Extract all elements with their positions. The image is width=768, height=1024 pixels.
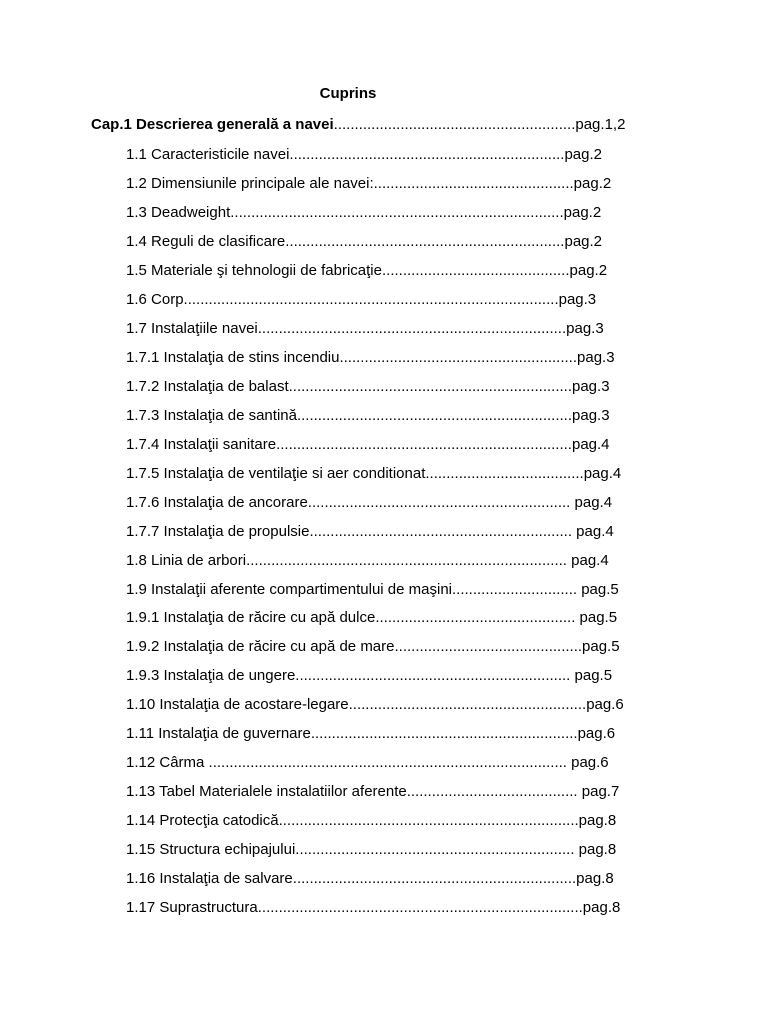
toc-entry-1-11: 1.11 Instalaţia de guvernare................................................................pag.6 [126, 725, 616, 742]
toc-entry-1-7-6: 1.7.6 Instalaţia de ancorare............................................................... pag.4 [126, 494, 613, 511]
toc-entry-1-7-2: 1.7.2 Instalaţia de balast....................................................................pag.3 [126, 378, 610, 395]
toc-entry-1-10: 1.10 Instalaţia de acostare-legare.........................................................pag.6 [126, 696, 624, 713]
toc-entry-1-17: 1.17 Suprastructura..............................................................................pag.8 [126, 899, 621, 916]
toc-entry-1-12: 1.12 Cârma ...................................................................................... pag.6 [126, 754, 609, 771]
toc-chapter-1 [91, 115, 625, 135]
toc-entry-1-2: 1.2 Dimensiunile principale ale navei:................................................pag.2 [126, 175, 612, 192]
toc-entry-1-9-1: 1.9.1 Instalaţia de răcire cu apă dulce................................................ pag.5 [126, 609, 618, 626]
toc-entry-1-7-7: 1.7.7 Instalaţia de propulsie............................................................... pag.4 [126, 523, 614, 540]
toc-entry-1-7-4: 1.7.4 Instalaţii sanitare.......................................................................pag.4 [126, 436, 610, 453]
toc-entry-1-4: 1.4 Reguli de clasificare...................................................................pag.2 [126, 233, 603, 250]
toc-chapter-heading: Cap.1 Descrierea generală a navei [91, 116, 334, 133]
toc-entry-1-3: 1.3 Deadweight................................................................................pag.2 [126, 204, 602, 221]
toc-entry-1-7-1: 1.7.1 Instalaţia de stins incendiu.........................................................pag.3 [126, 349, 615, 366]
toc-entry-1-1: 1.1 Caracteristicile navei..................................................................pag.2 [126, 146, 602, 163]
toc-title: Cuprins [319, 85, 377, 102]
toc-entry-1-9: 1.9 Instalaţii aferente compartimentului de maşini.............................. pag.5 [126, 581, 619, 598]
toc-entry-1-15: 1.15 Structura echipajului................................................................... pag.8 [126, 841, 617, 858]
toc-entry-1-7: 1.7 Instalaţiile navei..........................................................................pag.3 [126, 320, 604, 337]
toc-entry-1-8: 1.8 Linia de arbori............................................................................. pag.4 [126, 552, 609, 569]
toc-entry-1-9-3: 1.9.3 Instalaţia de ungere.................................................................. pag.5 [126, 667, 613, 684]
toc-entry-1-9-2: 1.9.2 Instalaţia de răcire cu apă de mare.............................................pag.5 [126, 638, 620, 655]
toc-entry-1-7-5: 1.7.5 Instalaţia de ventilaţie si aer conditionat......................................pag.4 [126, 465, 622, 482]
toc-entry-1-16: 1.16 Instalaţia de salvare....................................................................pag.8 [126, 870, 614, 887]
toc-chapter-page-ref: ..........................................................pag.1,2 [333, 116, 626, 133]
toc-entry-1-13: 1.13 Tabel Materialele instalatiilor aferente......................................... pag.7 [126, 783, 620, 800]
toc-entry-1-5: 1.5 Materiale şi tehnologii de fabricaţie.............................................pag.2 [126, 262, 608, 279]
toc-entry-1-14: 1.14 Protecţia catodică........................................................................pag.8 [126, 812, 617, 829]
toc-entry-1-7-3: 1.7.3 Instalaţia de santină..................................................................pag.3 [126, 407, 610, 424]
toc-entry-1-6: 1.6 Corp..........................................................................................pag.3 [126, 291, 597, 308]
